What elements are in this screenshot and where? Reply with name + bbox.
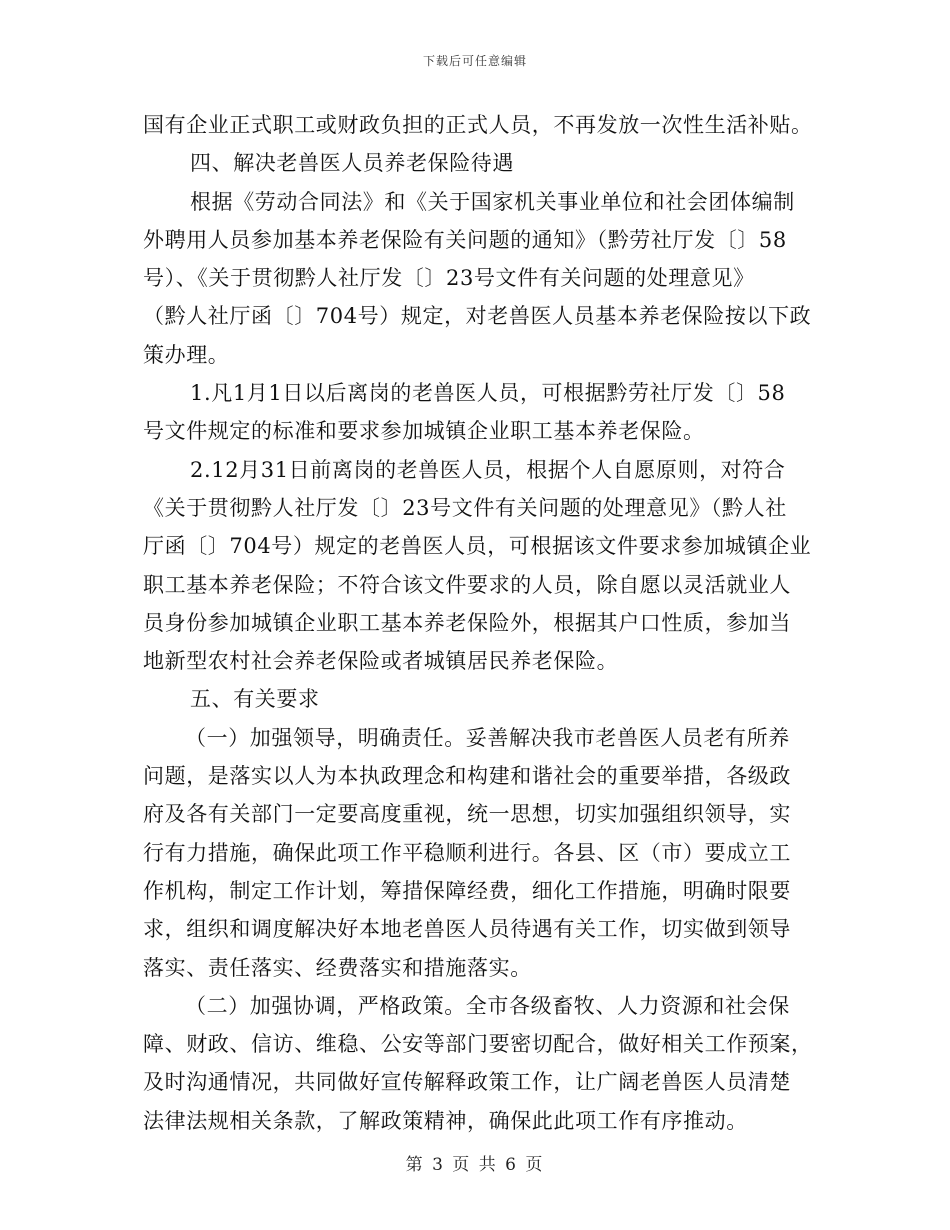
body-line: 号）、《关于贯彻黔人社厅发〔〕23号文件有关问题的处理意见》 (143, 266, 755, 291)
body-line: 障、财政、信访、维稳、公安等部门要密切配合，做好相关工作预案， (143, 1032, 813, 1057)
body-line: （一）加强领导，明确责任。妥善解决我市老兽医人员老有所养 (185, 725, 790, 750)
body-line: 外聘用人员参加基本养老保险有关问题的通知》（黔劳社厅发〔〕58 (143, 227, 787, 252)
body-line: 2.12月31日前离岗的老兽医人员，根据个人自愿原则，对符合 (190, 457, 786, 482)
body-line: 五、有关要求 (190, 687, 320, 712)
body-line: 厅函〔〕704号）规定的老兽医人员，可根据该文件要求参加城镇企业 (143, 534, 812, 559)
page-number: 第 3 页 共 6 页 (405, 1155, 545, 1175)
header-note: 下载后可任意编辑 (422, 54, 527, 68)
body-line: 员身份参加城镇企业职工基本养老保险外，根据其户口性质，参加当 (143, 610, 791, 635)
body-line: 《关于贯彻黔人社厅发〔〕23号文件有关问题的处理意见》（黔人社 (143, 495, 787, 520)
body-line: 号文件规定的标准和要求参加城镇企业职工基本养老保险。 (143, 419, 705, 444)
body-line: 国有企业正式职工或财政负担的正式人员，不再发放一次性生活补贴。 (143, 113, 813, 137)
body-line: 行有力措施，确保此项工作平稳顺利进行。各县、区（市）要成立工 (143, 840, 791, 865)
body-line: 府及各有关部门一定要高度重视，统一思想，切实加强组织领导，实 (143, 802, 791, 827)
body-line: 根据《劳动合同法》和《关于国家机关事业单位和社会团体编制 (190, 189, 795, 214)
body-line: 落实、责任落实、经费落实和措施落实。 (143, 955, 532, 980)
body-line: 策办理。 (143, 342, 230, 367)
body-line: 问题，是落实以人为本执政理念和构建和谐社会的重要举措，各级政 (143, 764, 791, 789)
body-line: （黔人社厅函〔〕704号）规定，对老兽医人员基本养老保险按以下政 (143, 304, 812, 329)
body-line: 法律法规相关条款，了解政策精神，确保此此项工作有序推动。 (143, 1108, 748, 1133)
body-line: 四、解决老兽医人员养老保险待遇 (190, 151, 514, 176)
body-line: 作机构，制定工作计划，筹措保障经费，细化工作措施，明确时限要 (143, 878, 791, 903)
body-line: 及时沟通情况，共同做好宣传解释政策工作，让广阔老兽医人员清楚 (143, 1070, 791, 1095)
body-line: （二）加强协调，严格政策。全市各级畜牧、人力资源和社会保 (185, 993, 790, 1018)
body-line: 1.凡1月1日以后离岗的老兽医人员，可根据黔劳社厅发〔〕58 (190, 381, 786, 406)
body-line: 地新型农村社会养老保险或者城镇居民养老保险。 (143, 649, 619, 674)
body-line: 求，组织和调度解决好本地老兽医人员待遇有关工作，切实做到领导 (143, 917, 791, 942)
body-line: 职工基本养老保险；不符合该文件要求的人员，除自愿以灵活就业人 (143, 572, 791, 597)
document-body (143, 106, 815, 1140)
